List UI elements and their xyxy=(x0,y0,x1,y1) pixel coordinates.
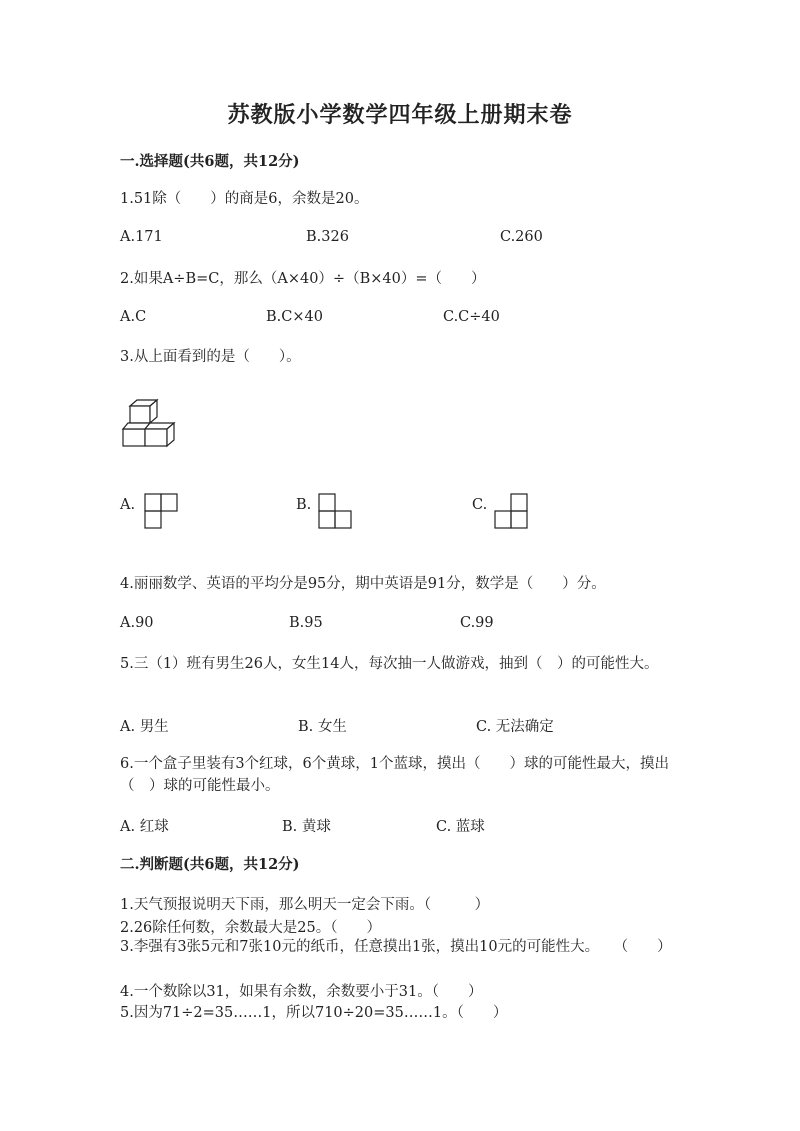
section-heading-choice: 一.选择题(共6题，共12分) xyxy=(120,153,300,170)
q3-option-c: C. xyxy=(472,497,488,513)
q1-option-a: A.171 xyxy=(120,229,163,245)
q5-option-c: C. 无法确定 xyxy=(476,719,554,735)
q6-option-b: B. 黄球 xyxy=(282,819,331,835)
q4-option-b: B.95 xyxy=(289,615,323,631)
q3-option-b-figure xyxy=(318,493,352,529)
question-5: 5.三（1）班有男生26人，女生14人，每次抽一人做游戏，抽到（ ）的可能性大。 xyxy=(120,656,659,672)
question-3: 3.从上面看到的是（ ）。 xyxy=(120,349,301,365)
q5-option-b: B. 女生 xyxy=(298,719,347,735)
question-6: 6.一个盒子里装有3个红球，6个黄球，1个蓝球，摸出（ ）球的可能性最大，摸出（ ）球的可能性最小。 xyxy=(120,756,670,794)
q5-option-a: A. 男生 xyxy=(120,719,169,735)
q2-option-b: B.C×40 xyxy=(266,309,323,325)
q2-option-c: C.C÷40 xyxy=(443,309,500,325)
judgement-item-5: 5.因为71÷2=35……1，所以710÷20=35……1。（ ） xyxy=(120,1005,508,1021)
judgement-item-1: 1.天气预报说明天下雨，那么明天一定会下雨。（ ） xyxy=(120,897,490,913)
q4-option-a: A.90 xyxy=(120,615,154,631)
q3-option-a: A. xyxy=(120,497,136,513)
judgement-item-2: 2.26除任何数，余数最大是25。（ ） xyxy=(120,920,381,936)
section-heading-judgement: 二.判断题(共6题，共12分) xyxy=(120,856,300,873)
q6-option-c: C. 蓝球 xyxy=(436,819,485,835)
page-title: 苏教版小学数学四年级上册期末卷 xyxy=(227,102,573,128)
judgement-item-3: 3.李强有3张5元和7张10元的纸币，任意摸出1张，摸出10元的可能性大。 （ ） xyxy=(120,939,672,955)
q4-option-c: C.99 xyxy=(460,615,494,631)
q6-option-a: A. 红球 xyxy=(120,819,169,835)
q3-option-c-figure xyxy=(494,493,528,529)
q2-option-a: A.C xyxy=(120,309,147,325)
q3-option-a-figure xyxy=(144,493,178,529)
cubes-3d-figure xyxy=(120,398,182,448)
question-1: 1.51除（ ）的商是6，余数是20。 xyxy=(120,191,369,207)
q1-option-c: C.260 xyxy=(500,229,543,245)
judgement-item-4: 4.一个数除以31，如果有余数，余数要小于31。（ ） xyxy=(120,984,483,1000)
q3-option-b: B. xyxy=(296,497,312,513)
q1-option-b: B.326 xyxy=(306,229,349,245)
question-2: 2.如果A÷B=C，那么（A×40）÷（B×40）=（ ） xyxy=(120,271,486,287)
question-4: 4.丽丽数学、英语的平均分是95分，期中英语是91分，数学是（ ）分。 xyxy=(120,576,606,592)
